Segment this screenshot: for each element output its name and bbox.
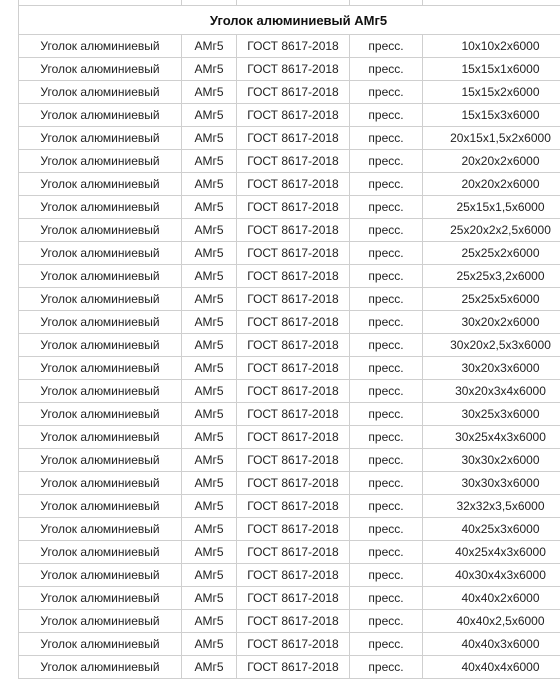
size-cell: 30х20х2,5х3х6000 (423, 334, 560, 357)
product-name-cell: Уголок алюминиевый (19, 127, 182, 150)
alloy-cell: АМг5 (182, 403, 237, 426)
standard-cell: ГОСТ 8617-2018 (237, 265, 350, 288)
alloy-cell: АМг5 (182, 127, 237, 150)
product-name-cell: Уголок алюминиевый (19, 150, 182, 173)
size-cell: 30х30х3х6000 (423, 472, 560, 495)
table-row (19, 380, 560, 403)
table-row (19, 58, 560, 81)
standard-cell: ГОСТ 8617-2018 (237, 81, 350, 104)
size-cell: 30х25х3х6000 (423, 403, 560, 426)
alloy-cell: АМг5 (182, 242, 237, 265)
standard-cell: ГОСТ 8617-2018 (237, 495, 350, 518)
size-cell: 25х25х5х6000 (423, 288, 560, 311)
table-row (19, 104, 560, 127)
standard-cell: ГОСТ 8617-2018 (237, 35, 350, 58)
product-name-cell: Уголок алюминиевый (19, 426, 182, 449)
standard-cell: ГОСТ 8617-2018 (237, 334, 350, 357)
alloy-cell: АМг5 (182, 265, 237, 288)
table-row (19, 265, 560, 288)
method-cell: пресс. (350, 564, 423, 587)
product-table (18, 0, 560, 679)
table-row (19, 449, 560, 472)
size-cell: 15х15х3х6000 (423, 104, 560, 127)
table-row (19, 150, 560, 173)
alloy-cell: АМг5 (182, 288, 237, 311)
table-row (19, 311, 560, 334)
product-table-container (18, 0, 560, 679)
product-name-cell: Уголок алюминиевый (19, 334, 182, 357)
size-cell: 10х10х2х6000 (423, 35, 560, 58)
size-cell: 40х40х3х6000 (423, 633, 560, 656)
size-cell: 30х20х3х6000 (423, 357, 560, 380)
method-cell: пресс. (350, 127, 423, 150)
alloy-cell: АМг5 (182, 219, 237, 242)
standard-cell: ГОСТ 8617-2018 (237, 150, 350, 173)
method-cell: пресс. (350, 311, 423, 334)
size-cell: 30х20х2х6000 (423, 311, 560, 334)
product-name-cell: Уголок алюминиевый (19, 58, 182, 81)
product-name-cell: Уголок алюминиевый (19, 449, 182, 472)
alloy-cell: АМг5 (182, 380, 237, 403)
size-cell: 25х15х1,5х6000 (423, 196, 560, 219)
product-name-cell: Уголок алюминиевый (19, 173, 182, 196)
table-row (19, 564, 560, 587)
table-row (19, 173, 560, 196)
table-row (19, 587, 560, 610)
alloy-cell: АМг5 (182, 150, 237, 173)
table-row (19, 472, 560, 495)
product-name-cell: Уголок алюминиевый (19, 564, 182, 587)
method-cell: пресс. (350, 587, 423, 610)
table-body (19, 0, 560, 679)
size-cell: 25х20х2х2,5х6000 (423, 219, 560, 242)
product-name-cell: Уголок алюминиевый (19, 656, 182, 679)
method-cell: пресс. (350, 656, 423, 679)
standard-cell: ГОСТ 8617-2018 (237, 380, 350, 403)
table-row (19, 127, 560, 150)
alloy-cell: АМг5 (182, 58, 237, 81)
standard-cell: ГОСТ 8617-2018 (237, 104, 350, 127)
size-cell: 15х15х2х6000 (423, 81, 560, 104)
size-cell: 20х20х2х6000 (423, 150, 560, 173)
table-row (19, 81, 560, 104)
method-cell: пресс. (350, 58, 423, 81)
standard-cell: ГОСТ 8617-2018 (237, 173, 350, 196)
product-name-cell: Уголок алюминиевый (19, 587, 182, 610)
method-cell: пресс. (350, 633, 423, 656)
table-row (19, 403, 560, 426)
table-row (19, 426, 560, 449)
standard-cell: ГОСТ 8617-2018 (237, 472, 350, 495)
alloy-cell: АМг5 (182, 357, 237, 380)
alloy-cell: АМг5 (182, 104, 237, 127)
product-name-cell: Уголок алюминиевый (19, 196, 182, 219)
method-cell: пресс. (350, 403, 423, 426)
method-cell: пресс. (350, 265, 423, 288)
standard-cell: ГОСТ 8617-2018 (237, 541, 350, 564)
alloy-cell: АМг5 (182, 472, 237, 495)
product-name-cell: Уголок алюминиевый (19, 265, 182, 288)
table-row (19, 518, 560, 541)
alloy-cell: АМг5 (182, 334, 237, 357)
standard-cell: ГОСТ 8617-2018 (237, 403, 350, 426)
size-cell: 30х25х4х3х6000 (423, 426, 560, 449)
standard-cell: ГОСТ 8617-2018 (237, 518, 350, 541)
alloy-cell: АМг5 (182, 311, 237, 334)
section-title: Уголок алюминиевый АМг5 (19, 6, 560, 35)
product-name-cell: Уголок алюминиевый (19, 81, 182, 104)
product-name-cell: Уголок алюминиевый (19, 104, 182, 127)
standard-cell: ГОСТ 8617-2018 (237, 656, 350, 679)
alloy-cell: АМг5 (182, 173, 237, 196)
method-cell: пресс. (350, 81, 423, 104)
product-name-cell: Уголок алюминиевый (19, 357, 182, 380)
method-cell: пресс. (350, 35, 423, 58)
standard-cell: ГОСТ 8617-2018 (237, 311, 350, 334)
alloy-cell: АМг5 (182, 426, 237, 449)
size-cell: 32х32х3,5х6000 (423, 495, 560, 518)
alloy-cell: АМг5 (182, 35, 237, 58)
size-cell: 30х30х2х6000 (423, 449, 560, 472)
method-cell: пресс. (350, 288, 423, 311)
size-cell: 40х30х4х3х6000 (423, 564, 560, 587)
method-cell: пресс. (350, 242, 423, 265)
alloy-cell: АМг5 (182, 610, 237, 633)
method-cell: пресс. (350, 541, 423, 564)
product-name-cell: Уголок алюминиевый (19, 380, 182, 403)
standard-cell: ГОСТ 8617-2018 (237, 633, 350, 656)
table-row (19, 35, 560, 58)
product-name-cell: Уголок алюминиевый (19, 472, 182, 495)
method-cell: пресс. (350, 357, 423, 380)
method-cell: пресс. (350, 219, 423, 242)
standard-cell: ГОСТ 8617-2018 (237, 564, 350, 587)
product-name-cell: Уголок алюминиевый (19, 35, 182, 58)
method-cell: пресс. (350, 196, 423, 219)
size-cell: 25х25х2х6000 (423, 242, 560, 265)
table-row (19, 357, 560, 380)
section-header-row (19, 6, 560, 35)
standard-cell: ГОСТ 8617-2018 (237, 242, 350, 265)
table-row (19, 334, 560, 357)
size-cell: 20х15х1,5х2х6000 (423, 127, 560, 150)
method-cell: пресс. (350, 610, 423, 633)
standard-cell: ГОСТ 8617-2018 (237, 196, 350, 219)
size-cell: 30х20х3х4х6000 (423, 380, 560, 403)
method-cell: пресс. (350, 449, 423, 472)
standard-cell: ГОСТ 8617-2018 (237, 127, 350, 150)
standard-cell: ГОСТ 8617-2018 (237, 357, 350, 380)
table-row (19, 610, 560, 633)
size-cell: 25х25х3,2х6000 (423, 265, 560, 288)
product-name-cell: Уголок алюминиевый (19, 518, 182, 541)
standard-cell: ГОСТ 8617-2018 (237, 288, 350, 311)
method-cell: пресс. (350, 173, 423, 196)
table-row (19, 196, 560, 219)
standard-cell: ГОСТ 8617-2018 (237, 587, 350, 610)
product-name-cell: Уголок алюминиевый (19, 403, 182, 426)
standard-cell: ГОСТ 8617-2018 (237, 426, 350, 449)
method-cell: пресс. (350, 334, 423, 357)
table-row (19, 242, 560, 265)
method-cell: пресс. (350, 150, 423, 173)
alloy-cell: АМг5 (182, 564, 237, 587)
table-row (19, 495, 560, 518)
product-name-cell: Уголок алюминиевый (19, 541, 182, 564)
alloy-cell: АМг5 (182, 587, 237, 610)
size-cell: 40х40х2х6000 (423, 587, 560, 610)
method-cell: пресс. (350, 495, 423, 518)
alloy-cell: АМг5 (182, 449, 237, 472)
table-row (19, 219, 560, 242)
product-name-cell: Уголок алюминиевый (19, 633, 182, 656)
product-name-cell: Уголок алюминиевый (19, 242, 182, 265)
method-cell: пресс. (350, 518, 423, 541)
table-row (19, 541, 560, 564)
method-cell: пресс. (350, 472, 423, 495)
alloy-cell: АМг5 (182, 495, 237, 518)
alloy-cell: АМг5 (182, 81, 237, 104)
alloy-cell: АМг5 (182, 518, 237, 541)
method-cell: пресс. (350, 380, 423, 403)
method-cell: пресс. (350, 426, 423, 449)
standard-cell: ГОСТ 8617-2018 (237, 610, 350, 633)
size-cell: 40х40х4х6000 (423, 656, 560, 679)
size-cell: 40х25х3х6000 (423, 518, 560, 541)
product-name-cell: Уголок алюминиевый (19, 495, 182, 518)
standard-cell: ГОСТ 8617-2018 (237, 58, 350, 81)
standard-cell: ГОСТ 8617-2018 (237, 449, 350, 472)
size-cell: 40х25х4х3х6000 (423, 541, 560, 564)
product-name-cell: Уголок алюминиевый (19, 610, 182, 633)
method-cell: пресс. (350, 104, 423, 127)
size-cell: 40х40х2,5х6000 (423, 610, 560, 633)
table-row (19, 288, 560, 311)
product-name-cell: Уголок алюминиевый (19, 219, 182, 242)
alloy-cell: АМг5 (182, 541, 237, 564)
alloy-cell: АМг5 (182, 656, 237, 679)
alloy-cell: АМг5 (182, 196, 237, 219)
standard-cell: ГОСТ 8617-2018 (237, 219, 350, 242)
size-cell: 15х15х1х6000 (423, 58, 560, 81)
product-name-cell: Уголок алюминиевый (19, 311, 182, 334)
product-name-cell: Уголок алюминиевый (19, 288, 182, 311)
alloy-cell: АМг5 (182, 633, 237, 656)
size-cell: 20х20х2х6000 (423, 173, 560, 196)
table-row (19, 633, 560, 656)
table-row (19, 656, 560, 679)
